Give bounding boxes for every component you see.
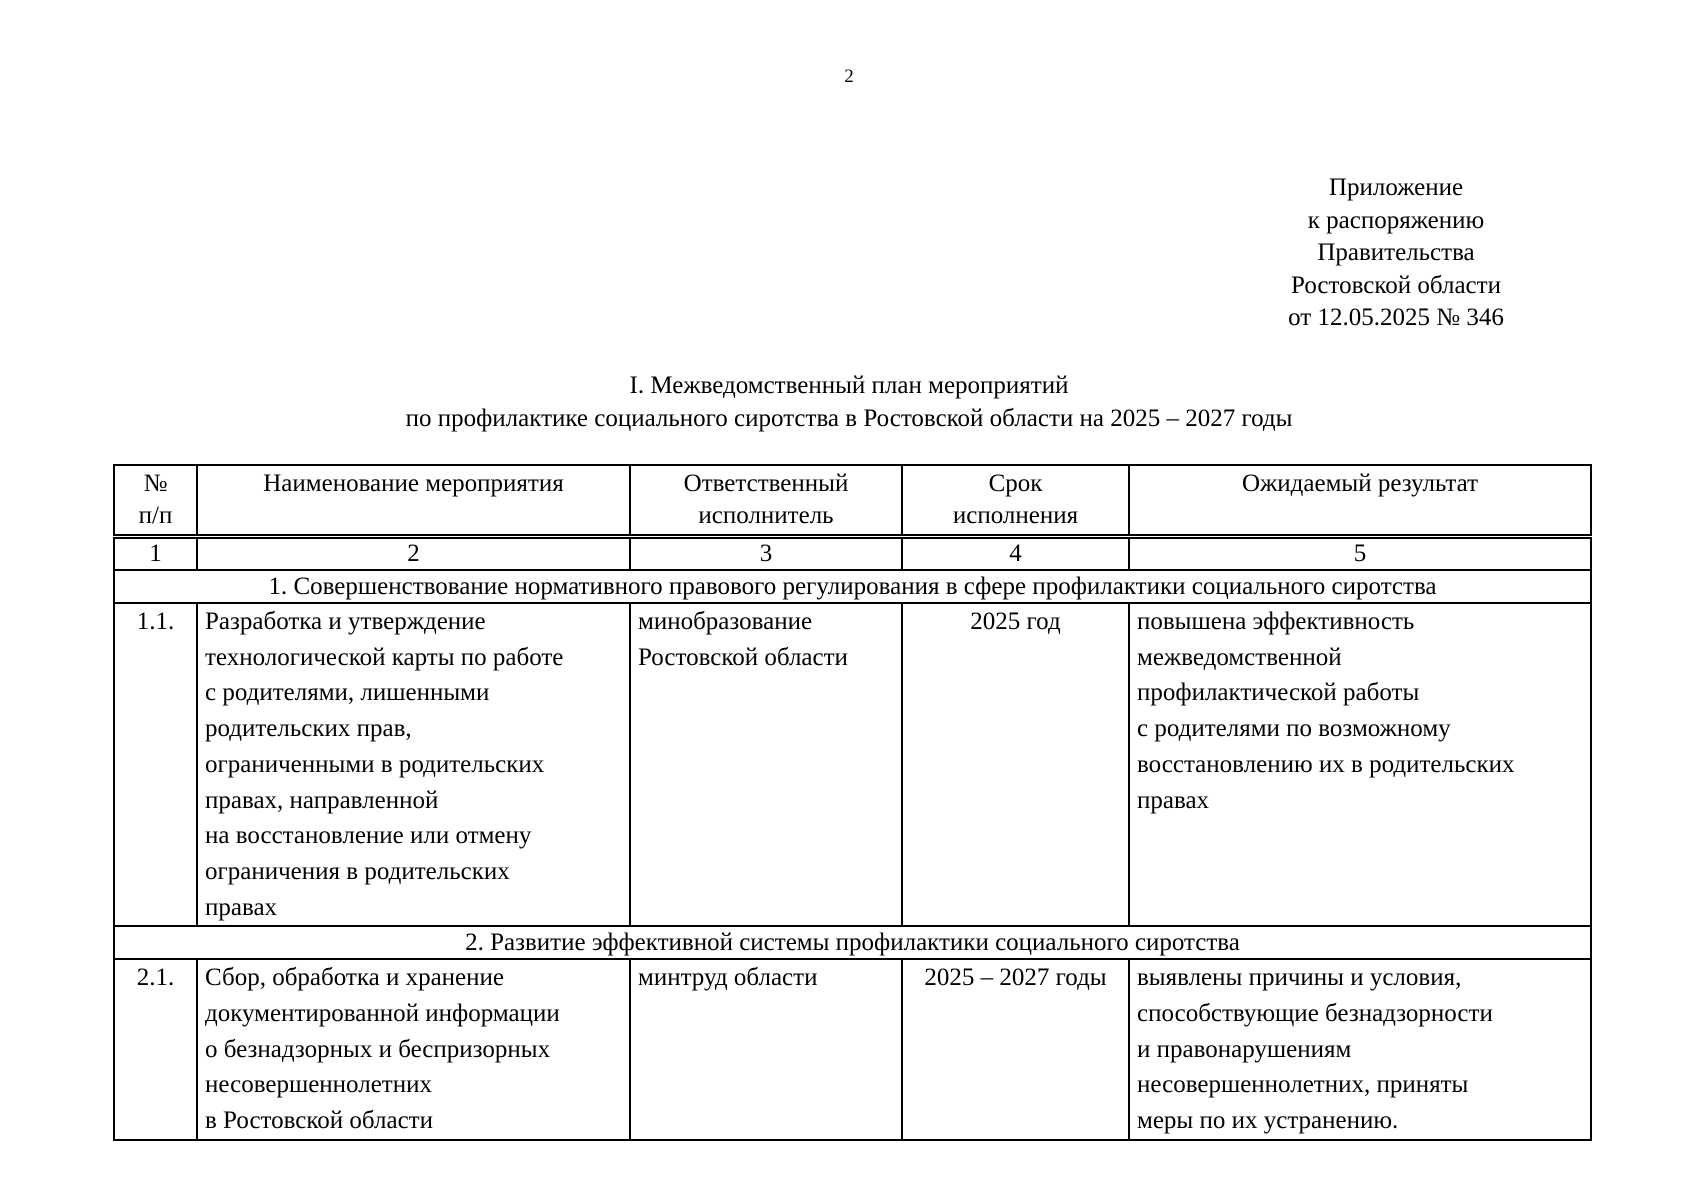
plan-table (113, 464, 1592, 1141)
row-name-line: технологической карты по работе (205, 643, 564, 671)
row-name-line: в Ростовской области (205, 1107, 433, 1135)
header-num (114, 465, 197, 537)
table-header-row (114, 465, 1591, 537)
row-result (1129, 603, 1591, 926)
column-number-row (114, 537, 1591, 571)
document-title-line: по профилактике социального сиротства в Ростовской области на 2025 – 2027 годы (405, 405, 1293, 432)
row-result-line: правах (1137, 786, 1210, 814)
header-executor-line: Ответственный (683, 470, 849, 497)
section-row (114, 570, 1591, 603)
row-name-line: несовершеннолетних (205, 1071, 432, 1099)
header-num-line: № (143, 470, 168, 497)
row-term: 2025 год (902, 603, 1129, 926)
page-number: 2 (844, 66, 854, 87)
document-title (0, 369, 1698, 435)
appendix-line: к распоряжению (1307, 206, 1485, 234)
row-name (197, 959, 630, 1140)
row-result-line: выявлены причины и условия, (1137, 964, 1462, 992)
header-executor-line: исполнитель (698, 502, 834, 529)
column-number: 3 (630, 537, 902, 571)
header-name-line: Наименование мероприятия (263, 470, 564, 497)
header-result-line: Ожидаемый результат (1241, 470, 1479, 497)
section-row (114, 926, 1591, 959)
row-num: 1.1. (114, 603, 197, 926)
column-number: 4 (902, 537, 1129, 571)
row-name-line: документированной информации (205, 1000, 560, 1028)
row-executor-line: минобразование (638, 608, 813, 635)
row-executor-line: минтруд области (638, 964, 818, 992)
row-result-line: межведомственной (1137, 643, 1342, 671)
row-result-line: повышена эффективность (1137, 608, 1415, 635)
row-executor (630, 959, 902, 1140)
row-name-line: ограниченными в родительских (205, 750, 545, 778)
table-row (114, 603, 1591, 926)
row-result-line: несовершеннолетних, приняты (1137, 1071, 1469, 1099)
row-executor (630, 603, 902, 926)
appendix-block (1236, 172, 1556, 335)
row-name-line: правах (205, 893, 278, 921)
row-result (1129, 959, 1591, 1140)
row-result-line: с родителями по возможному (1137, 715, 1451, 743)
header-term-line: Срок (988, 470, 1043, 497)
appendix-line: Приложение (1328, 174, 1464, 201)
row-name-line: Разработка и утверждение (205, 608, 486, 635)
header-num-line: п/п (138, 502, 173, 529)
row-name (197, 603, 630, 926)
table-row (114, 959, 1591, 1140)
row-term: 2025 – 2027 годы (902, 959, 1129, 1140)
row-name-line: Сбор, обработка и хранение (205, 964, 504, 992)
row-num: 2.1. (114, 959, 197, 1140)
row-name-line: родительских прав, (205, 715, 412, 743)
header-result (1129, 465, 1591, 537)
header-term (902, 465, 1129, 537)
row-result-line: восстановлению их в родительских (1137, 750, 1515, 778)
header-executor (630, 465, 902, 537)
appendix-line: Правительства (1317, 239, 1475, 266)
row-name-line: о безнадзорных и беспризорных (205, 1035, 551, 1063)
header-name (197, 465, 630, 537)
column-number: 5 (1129, 537, 1591, 571)
row-name-line: на восстановление или отмену (205, 822, 532, 850)
row-result-line: профилактической работы (1137, 679, 1420, 707)
row-result-line: меры по их устранению. (1137, 1107, 1399, 1135)
row-name-line: с родителями, лишенными (205, 679, 490, 707)
row-executor-line: Ростовской области (638, 643, 848, 671)
section-title: 2. Развитие эффективной системы профилактики социального сиротства (114, 926, 1591, 959)
row-name-line: ограничения в родительских (205, 857, 510, 885)
column-number: 1 (114, 537, 197, 571)
row-result-line: способствующие безнадзорности (1137, 1000, 1493, 1028)
appendix-line: Ростовской области (1291, 271, 1501, 299)
row-name-line: правах, направленной (205, 786, 439, 814)
section-title: 1. Совершенствование нормативного правового регулирования в сфере профилактики социального сиротства (114, 570, 1591, 603)
row-result-line: и правонарушениям (1137, 1035, 1352, 1063)
document-title-line: I. Межведомственный план мероприятий (629, 372, 1069, 399)
header-term-line: исполнения (952, 502, 1079, 529)
appendix-line: от 12.05.2025 № 346 (1288, 304, 1504, 331)
column-number: 2 (197, 537, 630, 571)
